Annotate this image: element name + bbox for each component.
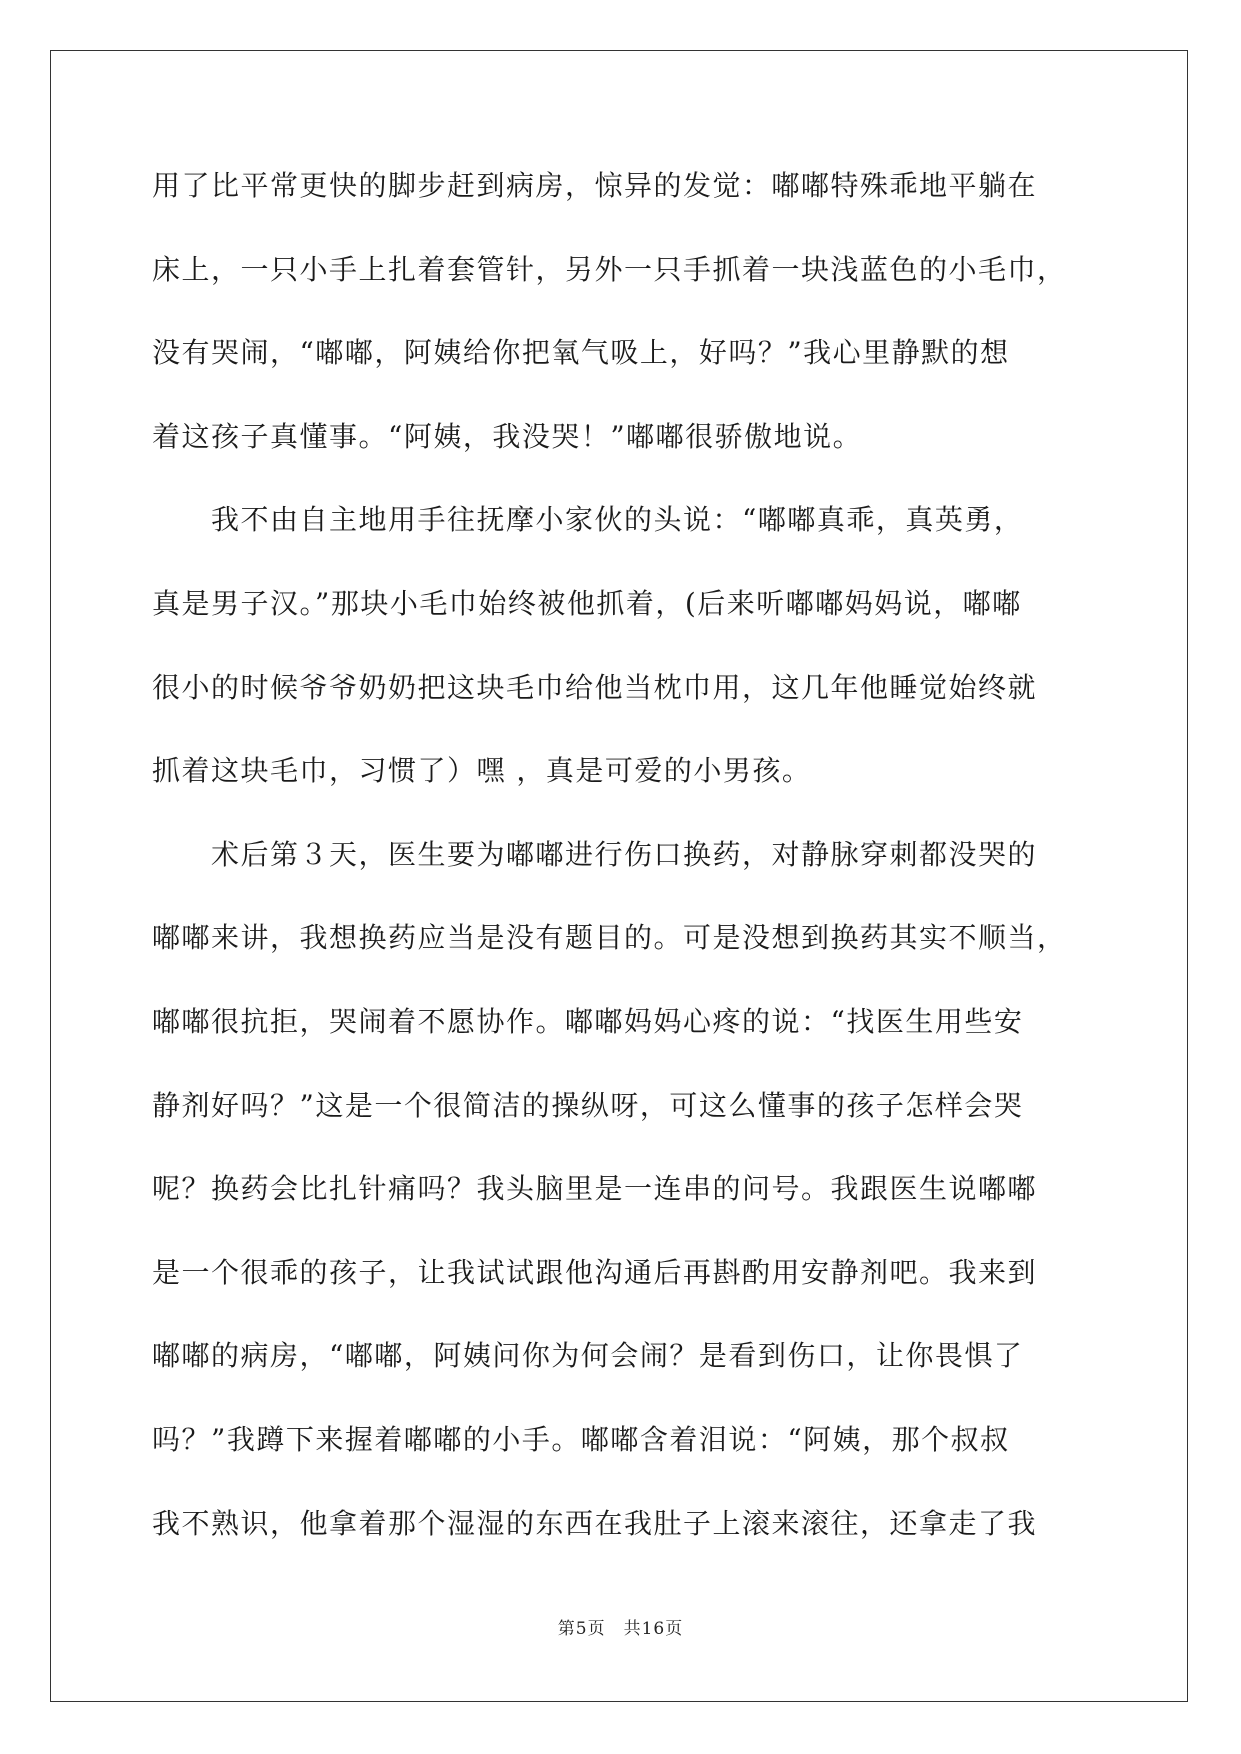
text-line: 静剂好吗？”这是一个很简洁的操纵呀，可这么懂事的孩子怎样会哭: [152, 1088, 1024, 1122]
text-line: 我不熟识，他拿着那个湿湿的东西在我肚子上滚来滚往，还拿走了我: [152, 1506, 1038, 1540]
page-number-footer: 第5页 共16页: [557, 1619, 684, 1639]
text-line: 着这孩子真懂事。“阿姨，我没哭！”嘟嘟很骄傲地说。: [152, 419, 863, 453]
text-line: 没有哭闹，“嘟嘟，阿姨给你把氧气吸上，好吗？”我心里静默的想: [152, 336, 1010, 370]
document-body: [152, 168, 1092, 1589]
text-line: 术后第３天，医生要为嘟嘟进行伤口换药，对静脉穿刺都没哭的: [152, 837, 1038, 871]
text-line: 很小的时候爷爷奶奶把这块毛巾给他当枕巾用，这几年他睡觉始终就: [152, 670, 1038, 704]
text-line: 呢？换药会比扎针痛吗？我头脑里是一连串的问号。我跟医生说嘟嘟: [152, 1172, 1038, 1206]
text-line: 嘟嘟的病房，“嘟嘟，阿姨问你为何会闹？是看到伤口，让你畏惧了: [152, 1339, 1024, 1373]
text-line: 真是男子汉。”那块小毛巾始终被他抓着，(后来听嘟嘟妈妈说，嘟嘟: [152, 586, 1022, 620]
text-line: 用了比平常更快的脚步赶到病房，惊异的发觉：嘟嘟特殊乖地平躺在: [152, 169, 1038, 202]
text-line: 吗？”我蹲下来握着嘟嘟的小手。嘟嘟含着泪说：“阿姨，那个叔叔: [152, 1422, 1010, 1456]
text-line: 是一个很乖的孩子，让我试试跟他沟通后再斟酌用安静剂吧。我来到: [152, 1255, 1038, 1289]
text-line: 嘟嘟来讲，我想换药应当是没有题目的。可是没想到换药其实不顺当，: [152, 921, 1067, 955]
text-line: 抓着这块毛巾，习惯了）嘿 ，真是可爱的小男孩。: [152, 754, 812, 788]
text-line: 我不由自主地用手往抚摩小家伙的头说：“嘟嘟真乖，真英勇，: [152, 503, 1024, 537]
text-line: 床上，一只小手上扎着套管针，另外一只手抓着一块浅蓝色的小毛巾，: [152, 252, 1067, 286]
text-line: 嘟嘟很抗拒，哭闹着不愿协作。嘟嘟妈妈心疼的说：“找医生用些安: [152, 1004, 1024, 1038]
